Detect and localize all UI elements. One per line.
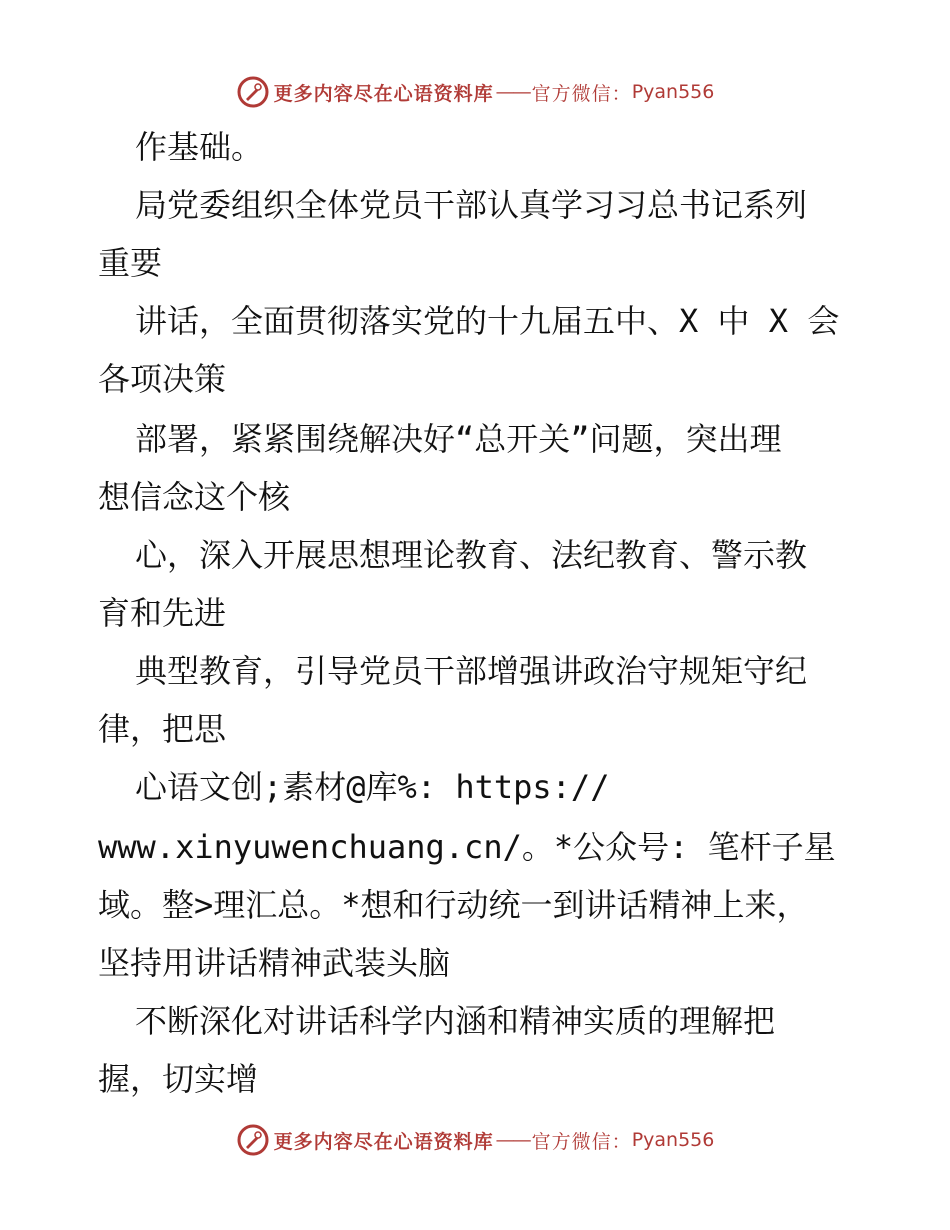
watermark-brand: 更多内容尽在心语资料库	[273, 1130, 494, 1153]
text-line: 讲话，全面贯彻落实党的十九届五中、X 中 X 会	[135, 302, 840, 340]
text-line: 各项决策	[98, 360, 227, 398]
text-line: 部署，紧紧围绕解决好“总开关”问题，突出理	[135, 420, 782, 458]
watermark-dash: ——	[495, 1129, 530, 1151]
text-line: 典型教育，引导党员干部增强讲政治守规矩守纪	[135, 652, 808, 690]
watermark-brand: 更多内容尽在心语资料库	[273, 82, 494, 105]
text-line: 坚持用讲话精神武装头脑	[98, 944, 451, 982]
watermark-official-label: 官方微信：	[531, 1130, 632, 1153]
text-line: 局党委组织全体党员干部认真学习习总书记系列	[135, 186, 808, 224]
watermark-dash: ——	[495, 81, 530, 103]
watermark-wechat-id: Pyan556	[631, 81, 715, 103]
text-line: 域。整>理汇总。*想和行动统一到讲话精神上来，	[98, 886, 809, 924]
footer-watermark	[0, 1120, 950, 1160]
watermark-wechat-id: Pyan556	[631, 1129, 715, 1151]
text-line: 育和先进	[98, 594, 227, 632]
text-line: 不断深化对讲话科学内涵和精神实质的理解把	[135, 1002, 776, 1040]
text-line: 心，深入开展思想理论教育、法纪教育、警示教	[135, 536, 808, 574]
text-line: 想信念这个核	[98, 478, 291, 516]
pen-nib-logo-icon	[236, 1123, 270, 1157]
header-watermark	[0, 72, 950, 112]
text-line: 律，把思	[98, 710, 227, 748]
watermark-official-label: 官方微信：	[531, 82, 632, 105]
text-line: 重要	[98, 244, 163, 282]
text-line: 握，切实增	[98, 1060, 259, 1098]
text-line: www.xinyuwenchuang.cn/。*公众号: 笔杆子星	[98, 828, 836, 866]
pen-nib-logo-icon	[236, 75, 270, 109]
text-line: 作基础。	[135, 128, 264, 166]
text-line: 心语文创;素材@库%: https://	[135, 768, 610, 806]
